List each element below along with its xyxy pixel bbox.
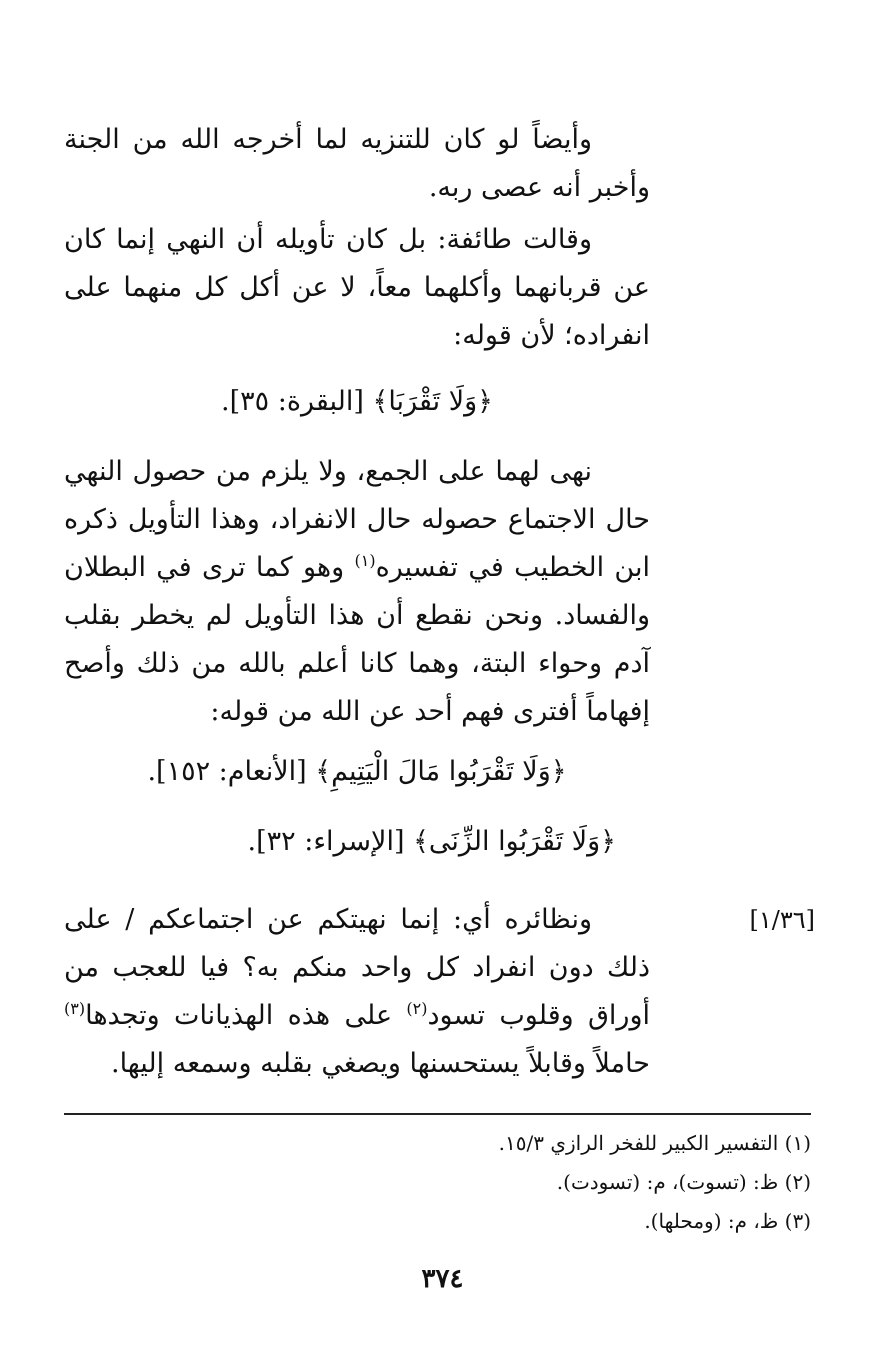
quran-verse-3: ﴿وَلَا تَقْرَبُوا الزِّنَى﴾ [الإسراء: ٣٢]. xyxy=(247,826,616,857)
paragraph-2: وقالت طائفة: بل كان تأويله أن النهي إنما كان عن قربانهما وأكلهما معاً، لا عن أكل كل منهما على انفراده؛ لأن قوله: xyxy=(64,224,650,351)
footnote-ref-3[interactable]: (٣) xyxy=(64,999,86,1018)
quran-verse-1: ﴿وَلَا تَقْرَبَا﴾ [البقرة: ٣٥]. xyxy=(221,386,493,417)
paragraph-4-text-b: على هذه الهذيانات وتجدها xyxy=(85,1000,407,1031)
paragraph-3-text-a: نهى لهما على الجمع، ولا يلزم من حصول النهي حال الاجتماع حصوله حال الانفراد، وهذا التأويل ذكره ابن الخطيب في تفسيره xyxy=(64,456,650,583)
manuscript-folio-reference: [١/٣٦] xyxy=(749,906,815,934)
paragraph-4 xyxy=(64,896,650,1088)
paragraph-4-text-a: ونظائره أي: إنما نهيتكم عن اجتماعكم / على ذلك دون انفراد كل واحد منكم به؟ فيا للعجب من أوراق وقلوب تسود xyxy=(64,904,650,1031)
footnote-3: (٣) ظ، م: (ومحلها). xyxy=(644,1209,811,1233)
footnotes-section xyxy=(64,1124,811,1241)
paragraph-3 xyxy=(64,448,650,736)
footnote-separator xyxy=(64,1113,811,1115)
footnote-2: (٢) ظ: (تسوت)، م: (تسودت). xyxy=(556,1170,811,1194)
page-number: ٣٧٤ xyxy=(421,1264,464,1294)
main-text-block-3 xyxy=(64,896,650,1088)
main-text-block-1 xyxy=(64,116,650,360)
paragraph-1: وأيضاً لو كان للتنزيه لما أخرجه الله من الجنة وأخبر أنه عصى ربه. xyxy=(64,124,650,203)
paragraph-3-text-b: وهو كما ترى في البطلان والفساد. ونحن نقطع أن هذا التأويل لم يخطر بقلب آدم وحواء البتة، وهما كانا أعلم بالله من ذلك وأصح إفهاماً أفترى فهم أحد عن الله من قوله: xyxy=(64,552,650,727)
footnote-1: (١) التفسير الكبير للفخر الرازي ١٥/٣. xyxy=(498,1131,811,1155)
main-text-block-2 xyxy=(64,448,650,736)
quran-verse-2: ﴿وَلَا تَقْرَبُوا مَالَ الْيَتِيمِ﴾ [الأنعام: ١٥٢]. xyxy=(147,756,567,787)
footnote-ref-1[interactable]: (١) xyxy=(354,551,376,570)
footnote-ref-2[interactable]: (٢) xyxy=(406,999,428,1018)
paragraph-4-text-c: حاملاً وقابلاً يستحسنها ويصغي بقلبه وسمعه إليها. xyxy=(111,1048,650,1079)
